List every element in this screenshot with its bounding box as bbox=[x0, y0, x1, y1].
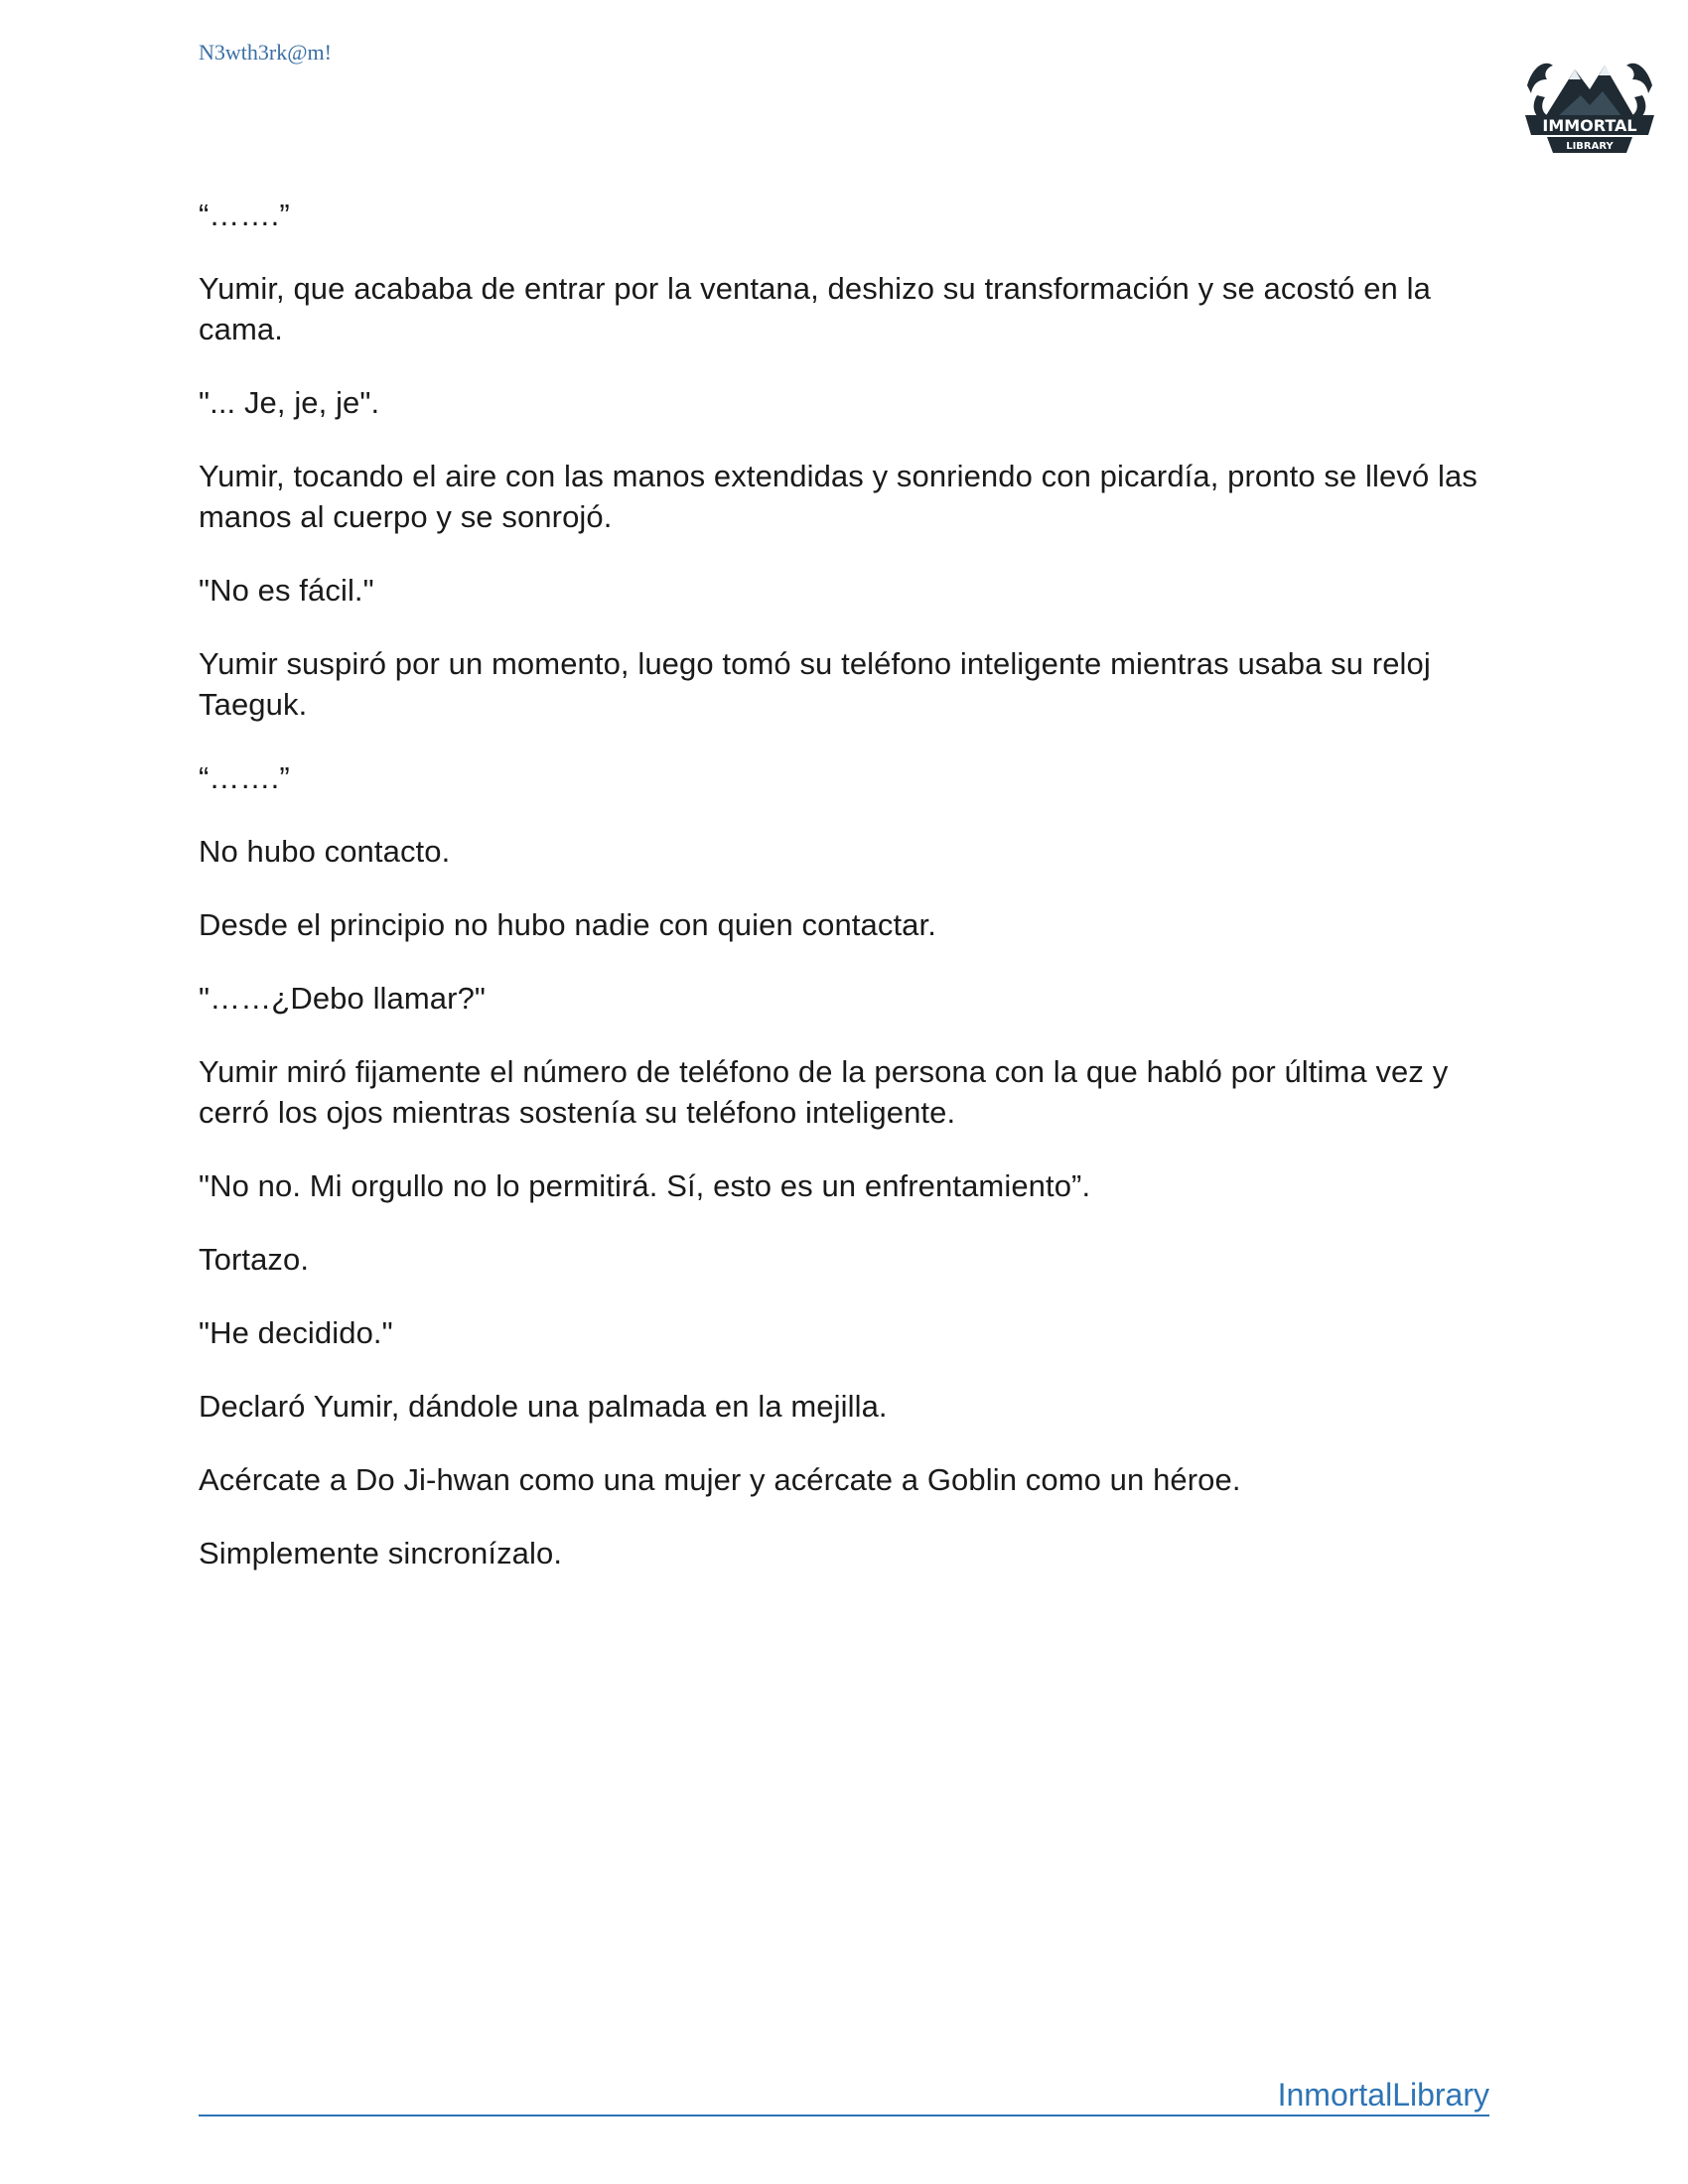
paragraph: “…….” bbox=[199, 760, 290, 795]
immortal-library-logo bbox=[1517, 36, 1662, 163]
logo-text-bottom: LIBRARY bbox=[1566, 141, 1614, 152]
paragraph: "... Je, je, je". bbox=[199, 385, 380, 420]
paragraph: “…….” bbox=[199, 198, 290, 232]
paragraph: Tortazo. bbox=[199, 1242, 310, 1277]
paragraph: Simplemente sincronízalo. bbox=[199, 1536, 563, 1570]
paragraph: Desde el principio no hubo nadie con quien contactar. bbox=[199, 907, 936, 942]
document-body bbox=[199, 195, 1489, 1606]
paragraph: Yumir, tocando el aire con las manos extendidas y sonriendo con picardía, pronto se llevó las manos al cuerpo y se sonrojó. bbox=[199, 459, 1477, 534]
paragraph: "No no. Mi orgullo no lo permitirá. Sí, esto es un enfrentamiento”. bbox=[199, 1168, 1091, 1203]
paragraph: Acércate a Do Ji-hwan como una mujer y acércate a Goblin como un héroe. bbox=[199, 1462, 1241, 1497]
logo-text-top: IMMORTAL bbox=[1542, 116, 1637, 135]
footer-divider bbox=[199, 2115, 1489, 2116]
paragraph: "No es fácil." bbox=[199, 573, 374, 608]
paragraph: Yumir suspiró por un momento, luego tomó su teléfono inteligente mientras usaba su reloj Taeguk. bbox=[199, 646, 1431, 722]
paragraph: Declaró Yumir, dándole una palmada en la mejilla. bbox=[199, 1389, 888, 1424]
header-tag: N3wth3rk@m! bbox=[199, 40, 332, 65]
footer-link[interactable]: InmortalLibrary bbox=[1277, 2077, 1489, 2113]
paragraph: "He decidido." bbox=[199, 1315, 393, 1350]
paragraph: "……¿Debo llamar?" bbox=[199, 981, 487, 1016]
paragraph: Yumir, que acababa de entrar por la ventana, deshizo su transformación y se acostó en la cama. bbox=[199, 271, 1431, 346]
paragraph: Yumir miró fijamente el número de teléfono de la persona con la que habló por última vez y cerró los ojos mientras sostenía su teléfono inteligente. bbox=[199, 1054, 1449, 1130]
paragraph: No hubo contacto. bbox=[199, 834, 451, 869]
